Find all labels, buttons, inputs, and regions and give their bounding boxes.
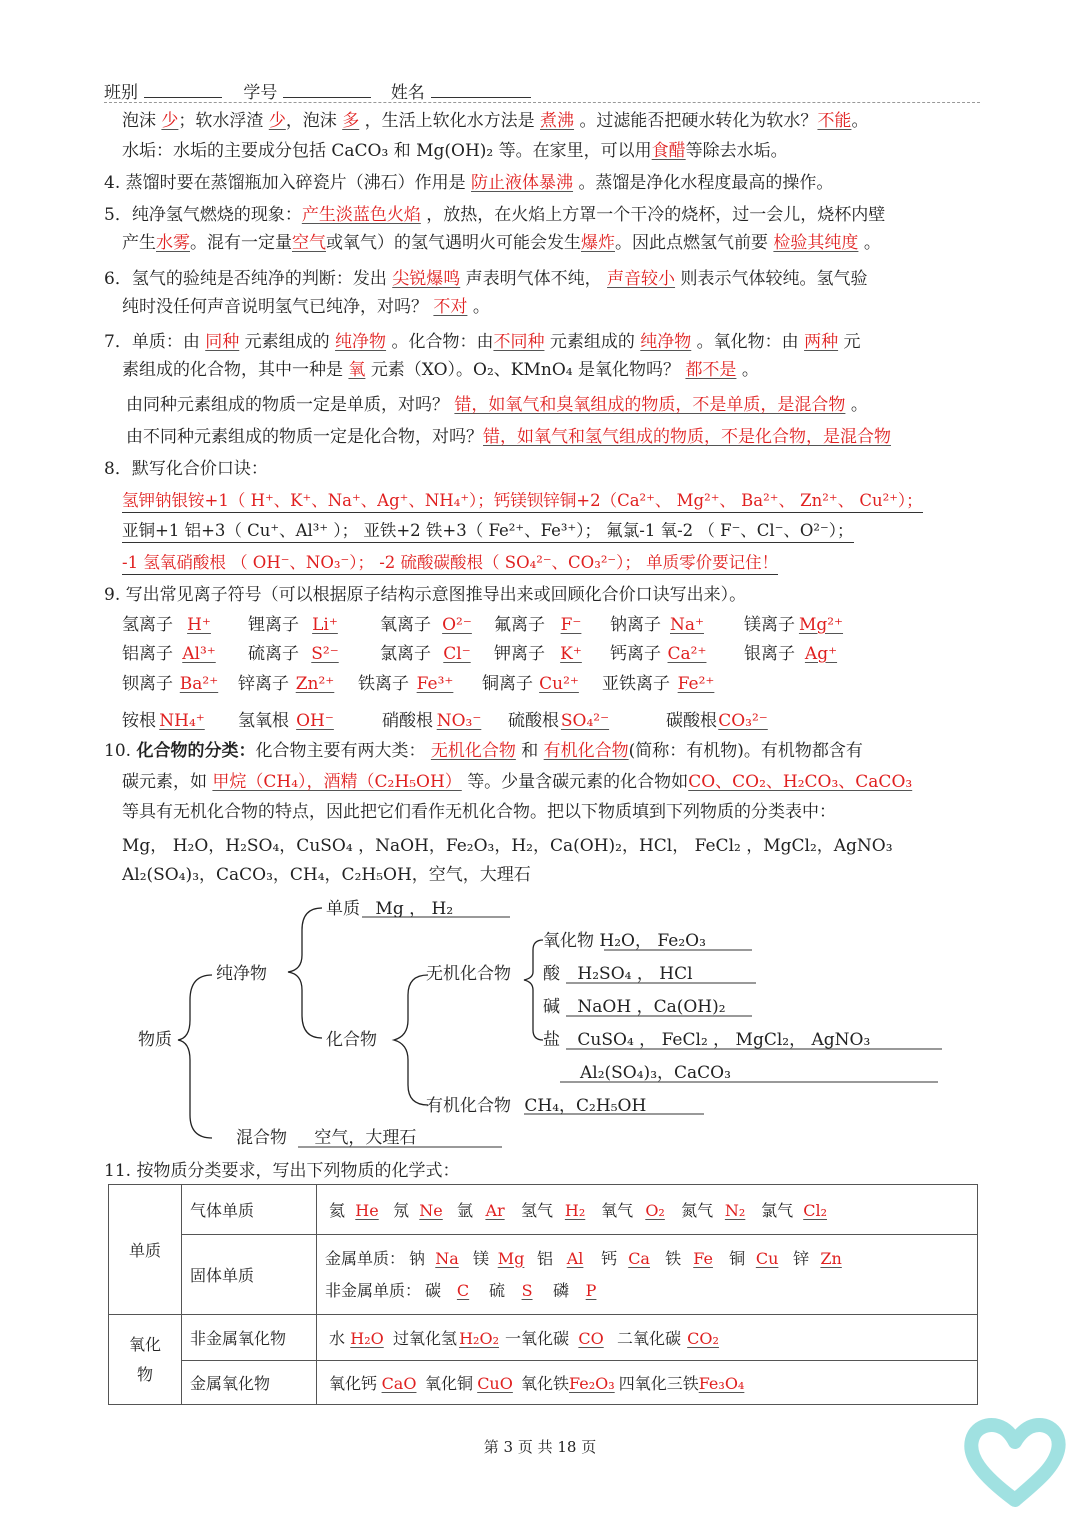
q7-line-2: 素组成的化合物，其中一种是 氧 元素（XO）。O₂、KMnO₄ 是氧化物吗？ 都不是 。: [122, 360, 759, 380]
ion-item: 碳酸根CO₃²⁻: [666, 711, 768, 731]
header: [104, 78, 980, 103]
cell-nonmetal-oxide: 非金属氧化物: [182, 1315, 317, 1361]
q8-row-3: -1 氢氧硝酸根 （ OH⁻、NO₃⁻）； -2 硫酸碳酸根（ SO₄²⁻、CO₃²⁻）； 单质零价要记住！: [122, 552, 778, 575]
tree-oxide: 氧化物 H₂O， Fe₂O₃: [543, 931, 706, 951]
q10-line-3: 等具有无机化合物的特点，因此把它们看作无机化合物。把以下物质填到下列物质的分类表中：: [122, 802, 836, 822]
tree-compound: 化合物: [326, 1030, 377, 1050]
tree-acid: 酸 H₂SO₄ ， HCl: [543, 964, 693, 984]
class-label: 班别: [104, 83, 138, 103]
q4: 4. 蒸馏时要在蒸馏瓶加入碎瓷片（沸石）作用是 防止液体暴沸 。蒸馏是净化水程度最高的操作。: [104, 173, 834, 193]
cell-element: 单质: [109, 1185, 182, 1315]
q7-line-1: 7．单质：由 同种 元素组成的 纯净物 。化合物：由不同种 元素组成的 纯净物 。氧化物：由 两种 元: [104, 332, 861, 352]
q10-line-1: 10. 化合物的分类：化合物主要有两大类： 无机化合物 和 有机化合物(简称：有机物)。有机物都含有: [104, 741, 863, 761]
q11-title: 11. 按物质分类要求，写出下列物质的化学式：: [104, 1161, 460, 1181]
tree-pure: 纯净物: [216, 964, 267, 984]
id-blank: [283, 97, 371, 98]
tree-inorganic: 无机化合物: [426, 964, 511, 984]
cell-solid-element: 固体单质: [182, 1235, 317, 1315]
ion-item: 铝离子 Al³⁺: [122, 644, 216, 664]
gas-element-answers: 氦 He 氖 Ne 氩 Ar 氢气 H₂ 氧气 O₂ 氮气 N₂ 氯气 Cl₂: [317, 1185, 978, 1235]
q8-row-1: 氢钾钠银铵+1（ H⁺、K⁺、Na⁺、Ag⁺、NH₄⁺）；钙镁钡锌铜+2（Ca²⁺、 Mg²⁺、 Ba²⁺、 Zn²⁺、 Cu²⁺）；: [122, 490, 923, 513]
ion-item: 亚铁离子 Fe²⁺: [602, 674, 715, 694]
cell-gas-element: 气体单质: [182, 1185, 317, 1235]
q8-title: 8．默写化合价口诀：: [104, 459, 268, 479]
metal-oxide-answers: 氧化钙 CaO 氧化铜 CuO 氧化铁Fe₂O₃ 四氧化三铁Fe₃O₄: [317, 1361, 978, 1405]
tree-element: 单质 Mg ， H₂: [326, 899, 454, 919]
ion-item: 氯离子 Cl⁻: [380, 644, 471, 664]
ion-item: 钾离子 K⁺: [494, 644, 582, 664]
heart-icon: [960, 1412, 1070, 1512]
solid-element-answers: 金属单质： 钠 Na 镁 Mg 铝 Al 钙 Ca 铁 Fe 铜 Cu 锌 Zn 非金属单质： 碳 C 硫 S 磷 P: [317, 1235, 978, 1315]
q5-line-2: 产生水雾。混有一定量空气或氧气）的氢气遇明火可能会发生爆炸。因此点燃氢气前要 检验其纯度 。: [122, 233, 881, 253]
ion-item: 钠离子 Na⁺: [610, 615, 704, 635]
q6-line-1: 6．氢气的验纯是否纯净的判断：发出 尖锐爆鸣 声表明气体不纯， 声音较小 则表示气体较纯。氢气验: [104, 269, 868, 289]
ion-item: 铁离子 Fe³⁺: [358, 674, 454, 694]
ion-item: 硝酸根 NO₃⁻: [382, 711, 482, 731]
class-blank: [144, 97, 222, 98]
nonmetal-oxide-answers: 水 H₂O 过氧化氢 H₂O₂ 一氧化碳 CO 二氧化碳 CO₂: [317, 1315, 978, 1361]
q10-line-2: 碳元素，如 甲烷（CH₄），酒精（C₂H₅OH） 等。少量含碳元素的化合物如CO、CO₂、H₂CO₃、CaCO₃: [122, 772, 913, 792]
cell-oxide: 氧化 物: [109, 1315, 182, 1405]
ion-item: 钡离子 Ba²⁺: [122, 674, 219, 694]
cell-metal-oxide: 金属氧化物: [182, 1361, 317, 1405]
q6-line-2: 纯时没任何声音说明氢气已纯净，对吗？ 不对 。: [122, 297, 490, 317]
tree-organic: 有机化合物 CH₄，C₂H₅OH: [426, 1096, 647, 1116]
tree-mixture: 混合物 空气，大理石: [236, 1128, 417, 1148]
tree-salt: 盐 CuSO₄ ， FeCl₂ ， MgCl₂， AgNO₃: [543, 1030, 871, 1050]
ion-item: 硫离子 S²⁻: [248, 644, 339, 664]
name-blank: [431, 97, 531, 98]
tree-salt-2: Al₂(SO₄)₃，CaCO₃: [580, 1063, 731, 1083]
page-footer: 第 3 页 共 18 页: [483, 1438, 597, 1456]
ion-item: 银离子 Ag⁺: [744, 644, 838, 664]
q8-row-2: 亚铜+1 铝+3（ Cu⁺、Al³⁺ ）； 亚铁+2 铁+3（ Fe²⁺、Fe³⁺）； 氟氯-1 氧-2 （ F⁻、Cl⁻、O²⁻）；: [122, 520, 854, 543]
ion-item: 锂离子 Li⁺: [248, 615, 338, 635]
ion-item: 钙离子 Ca²⁺: [610, 644, 707, 664]
ion-item: 硫酸根 SO₄²⁻: [508, 711, 610, 731]
q10-line-5: Al₂(SO₄)₃，CaCO₃，CH₄，C₂H₅OH，空气，大理石: [122, 865, 531, 885]
q9-title: 9. 写出常见离子符号（可以根据原子结构示意图推导出来或回顾化合价口诀写出来）。: [104, 585, 747, 605]
ion-item: 铜离子 Cu²⁺: [482, 674, 579, 694]
tree-base: 碱 NaOH ，Ca(OH)₂: [543, 997, 726, 1017]
ion-item: 锌离子 Zn²⁺: [238, 674, 335, 694]
ion-item: 镁离子 Mg²⁺: [744, 615, 844, 635]
ion-item: 铵根 NH₄⁺: [122, 711, 205, 731]
q10-line-4: Mg， H₂O，H₂SO₄，CuSO₄ ，NaOH，Fe₂O₃，H₂，Ca(OH)₂，HCl， FeCl₂ ，MgCl₂，AgNO₃: [122, 836, 893, 856]
q7-line-3: 由同种元素组成的物质一定是单质，对吗？ 错，如氧气和臭氧组成的物质，不是单质，是混合物 。: [126, 395, 868, 415]
q5-line-1: 5．纯净氢气燃烧的现象：产生淡蓝色火焰 ，放热，在火焰上方罩一个干冷的烧杯，过一会儿，烧杯内壁: [104, 205, 886, 225]
ion-item: 氟离子 F⁻: [494, 615, 582, 635]
q11-table: [108, 1184, 978, 1405]
name-label: 姓名: [390, 83, 425, 103]
ion-item: 氢离子 H⁺: [122, 615, 211, 635]
water-line-1: 泡沫 少；软水浮渣 少，泡沫 多 ，生活上软化水方法是 煮沸 。过滤能否把硬水转化为软水？不能。: [122, 111, 869, 131]
id-label: 学号: [243, 83, 278, 103]
q7-line-4: 由不同种元素组成的物质一定是化合物，对吗？错，如氧气和氢气组成的物质，不是化合物，是混合物: [126, 427, 891, 447]
ion-item: 氢氧根 OH⁻: [238, 711, 334, 731]
tree-matter: 物质: [138, 1030, 172, 1050]
ion-item: 氧离子 O²⁻: [380, 615, 472, 635]
water-line-2: 水垢：水垢的主要成分包括 CaCO₃ 和 Mg(OH)₂ 等。在家里，可以用食醋等除去水垢。: [122, 141, 788, 161]
